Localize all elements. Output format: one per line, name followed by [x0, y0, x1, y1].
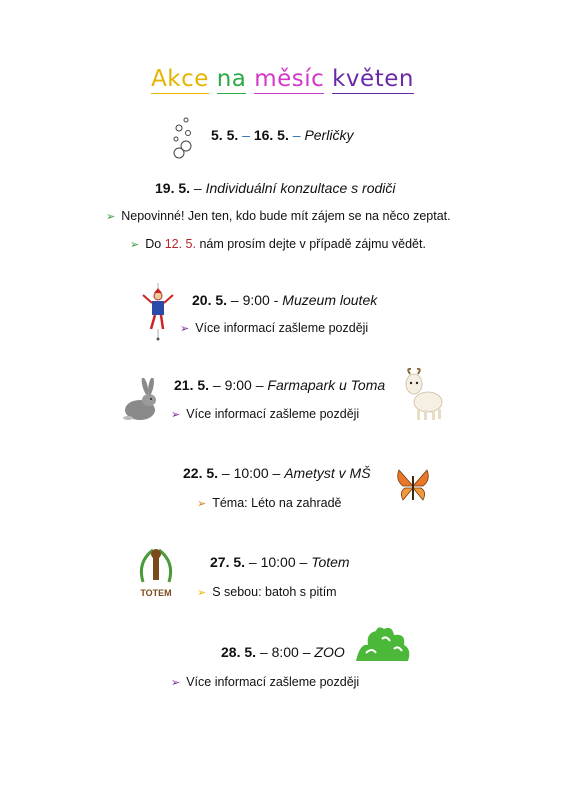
- event-name: Individuální konzultace s rodiči: [205, 180, 396, 196]
- rabbit-icon: [120, 378, 160, 422]
- event-name: Perličky: [304, 127, 354, 143]
- page-title: [0, 66, 565, 92]
- arrow-icon: ➢: [171, 409, 181, 421]
- event-time: – 10:00 –: [221, 465, 281, 481]
- arrow-icon: ➢: [180, 323, 190, 335]
- title-word-2: na: [216, 66, 247, 92]
- arrow-icon: ➢: [130, 239, 140, 251]
- event-name: Totem: [311, 554, 350, 570]
- list-item: [106, 209, 451, 223]
- event-name: Ametyst v MŠ: [284, 465, 371, 481]
- bubbles-icon: [168, 116, 196, 160]
- event-date: 27. 5.: [210, 554, 246, 570]
- goat-icon: [402, 366, 446, 422]
- arrow-icon: ➢: [106, 211, 116, 223]
- list-item: [180, 321, 368, 335]
- list-item: [171, 675, 359, 689]
- event-name: Farmapark u Toma: [267, 377, 386, 393]
- arrow-icon: ➢: [197, 498, 207, 510]
- list-item: [197, 496, 341, 510]
- arrow-icon: ➢: [197, 587, 207, 599]
- event-totem: [210, 554, 350, 570]
- event-name: Muzeum loutek: [282, 292, 378, 308]
- event-date: 5. 5.: [211, 127, 239, 143]
- event-date: 20. 5.: [192, 292, 228, 308]
- deadline-date: 12. 5.: [164, 237, 196, 251]
- event-dash: –: [292, 127, 301, 143]
- event-konzultace: [155, 180, 396, 196]
- list-item-text: Nepovinné! Jen ten, kdo bude mít zájem se na něco zeptat.: [121, 209, 451, 223]
- event-dash: –: [193, 180, 202, 196]
- event-name: ZOO: [314, 644, 345, 660]
- event-dash: –: [242, 127, 250, 143]
- event-farmapark: [174, 377, 385, 393]
- event-date: 21. 5.: [174, 377, 210, 393]
- title-word-1: Akce: [151, 66, 209, 92]
- list-item: [171, 407, 359, 421]
- event-time: – 8:00 –: [259, 644, 311, 660]
- list-item-text: S sebou: batoh s pitím: [212, 585, 337, 599]
- list-item-text: Do: [145, 237, 162, 251]
- list-item-text: Více informací zašleme později: [195, 321, 369, 335]
- butterfly-icon: [395, 466, 431, 506]
- event-time: – 9:00 –: [212, 377, 264, 393]
- list-item-text: Více informací zašleme později: [186, 675, 360, 689]
- list-item-text: Téma: Léto na zahradě: [212, 496, 342, 510]
- event-zoo: [221, 644, 345, 660]
- event-time: – 9:00 -: [230, 292, 279, 308]
- event-perlicky: [211, 127, 353, 143]
- arrow-icon: ➢: [171, 677, 181, 689]
- list-item: [130, 237, 426, 251]
- list-item-text: Více informací zašleme později: [186, 407, 360, 421]
- title-word-4: květen: [332, 66, 414, 92]
- totem-logo: [133, 544, 179, 602]
- title-word-3: měsíc: [254, 66, 325, 92]
- list-item-text: nám prosím dejte v případě zájmu vědět.: [199, 237, 426, 251]
- event-date: 28. 5.: [221, 644, 257, 660]
- list-item: [197, 585, 337, 599]
- totem-logo-text: TOTEM: [140, 588, 172, 598]
- event-ametyst: [183, 465, 371, 481]
- event-date-end: 16. 5.: [253, 127, 289, 143]
- event-date: 22. 5.: [183, 465, 219, 481]
- event-date: 19. 5.: [155, 180, 191, 196]
- zoo-logo-icon: [354, 623, 412, 663]
- puppet-icon: [141, 283, 175, 341]
- event-muzeum: [192, 292, 377, 308]
- event-time: – 10:00 –: [248, 554, 308, 570]
